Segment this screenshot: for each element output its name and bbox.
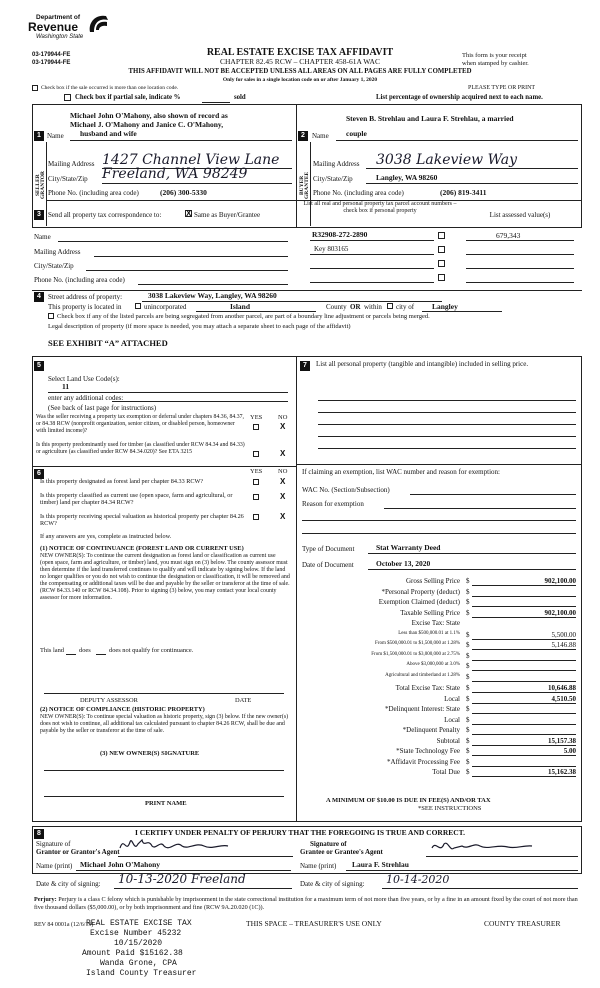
sec5-q2-yes-checkbox[interactable] <box>253 451 259 457</box>
section-7-number: 7 <box>300 361 310 371</box>
city-of-label: city of <box>396 303 415 311</box>
street-label: Street address of property: <box>48 293 123 301</box>
grantor-date[interactable]: 10-13-2020 Freeland <box>118 872 246 886</box>
buyer-name-label: Name <box>312 132 329 140</box>
tax-row-3-value[interactable]: 902,100.00 <box>544 608 576 617</box>
tax-row-3-line <box>472 617 576 618</box>
sec6-if-yes: If any answers are yes, complete as instructed below. <box>40 533 172 540</box>
assessed-1[interactable]: 679,343 <box>496 231 521 240</box>
tax-total-1-value[interactable]: 4,510.50 <box>551 694 576 703</box>
tax-total-3-dollar: $ <box>466 715 470 724</box>
tax-total-1-dollar: $ <box>466 694 470 703</box>
section-2-number: 2 <box>298 131 308 141</box>
receipt-note-1: This form is your receipt <box>462 52 527 59</box>
tax-total-3-label: Local <box>444 715 460 724</box>
tax-total-4-dollar: $ <box>466 726 470 734</box>
seller-phone-value[interactable]: (206) 300-5330 <box>160 188 207 197</box>
form-code-2: 03-179944-FE <box>32 60 71 66</box>
exhibit-line: SEE EXHIBIT “A” ATTACHED <box>48 338 168 348</box>
dept-line3: Washington State <box>36 34 84 40</box>
seller-name-line1: Michael John O'Mahony, also shown of record as <box>70 111 228 120</box>
this-land-label: This land <box>40 647 64 654</box>
grantor-name-label: Name (print) <box>36 862 73 870</box>
doc-date-label: Date of Document <box>302 561 354 569</box>
buyer-city-label: City/State/Zip <box>313 175 353 183</box>
doc-type-label: Type of Document <box>302 545 355 553</box>
grantee-name[interactable]: Laura F. Strehlau <box>352 860 409 869</box>
assessor-date-label: DATE <box>235 697 252 704</box>
certify-line: I CERTIFY UNDER PENALTY OF PERJURY THAT THE FOREGOING IS TRUE AND CORRECT. <box>134 828 465 837</box>
receipt-note-2: when stamped by cashier. <box>462 60 529 67</box>
sec6-q1-yes-checkbox[interactable] <box>253 479 259 485</box>
tax-row-4-label: Excise Tax: State <box>411 619 460 627</box>
seller-name-line2: Michael J. O'Mahony and Janice C. O'Mahony, <box>70 120 224 129</box>
buyer-mailing-label: Mailing Address <box>313 160 360 168</box>
city-value[interactable]: Langley <box>432 302 458 311</box>
buyer-city-value[interactable]: Langley, WA 98260 <box>376 173 438 182</box>
stamp-line5: Wanda Grone, CPA <box>100 959 177 968</box>
see-instructions: *SEE INSTRUCTIONS <box>418 805 482 812</box>
tax-row-3-dollar: $ <box>466 608 470 617</box>
tax-total-3-line <box>472 724 576 725</box>
seller-mailing-value[interactable]: 1427 Channel View Lane <box>102 152 280 168</box>
sec5-q2-answer[interactable]: X <box>280 449 286 458</box>
segregated-note: Check box if any of the listed parcels are being segregated from another parcel, are part of a boundary line adjustment or parcels being merged. <box>57 313 430 320</box>
sec5-q2: Is this property predominantly used for timber (as classified under RCW 84.34 and 84.33) or agriculture (as classified under RCW 84.34.020)? See ETA 3215 <box>36 442 245 455</box>
grantor-date-label: Date & city of signing: <box>36 880 101 888</box>
tax-bracket-3-line <box>472 670 576 671</box>
assessed-header: List assessed value(s) <box>489 211 551 219</box>
notice1-title: (1) NOTICE OF CONTINUANCE (FOREST LAND OR CURRENT USE) <box>40 545 244 552</box>
partial-sale-label: Check box if partial sale, indicate % <box>75 94 181 101</box>
tax-total-7-line <box>472 766 576 767</box>
tax-row-2-label: Exemption Claimed (deduct) <box>378 598 460 606</box>
buyer-mailing-value[interactable]: 3038 Lakeview Way <box>376 152 518 168</box>
grantee-side-label: GRANTEE <box>304 171 310 199</box>
form-code-1: 03-179944-FE <box>32 52 71 58</box>
tax-total-0-label: Total Excise Tax: State <box>395 684 460 692</box>
location-check-label: Check box if the sale occurred is more than one location code. <box>41 85 179 91</box>
seller-mailing-label: Mailing Address <box>48 160 95 168</box>
sec6-q2: Is this property classified as current use (open space, farm and agricultural, or timber) land per chapter 84.34 RCW? <box>40 492 233 507</box>
doc-type-value[interactable]: Stat Warranty Deed <box>376 543 441 552</box>
grantee-name-label: Name (print) <box>300 862 337 870</box>
buyer-phone-value[interactable]: (206) 819-3411 <box>440 188 487 197</box>
sec6-q1-answer[interactable]: X <box>280 477 286 486</box>
sec6-q3-answer[interactable]: X <box>280 512 286 521</box>
tax-total-4-line <box>472 734 576 735</box>
grantor-name[interactable]: Michael John O'Mahony <box>80 860 161 869</box>
tax-bracket-2-label: From $1,500,000.01 to $3,000,000 at 2.75% <box>371 651 460 657</box>
send-correspondence-label: Send all property tax correspondence to: <box>48 211 162 219</box>
or-label: OR <box>350 303 361 311</box>
does-label: does <box>79 647 91 654</box>
tax-total-1-label: Local <box>444 694 460 703</box>
tax-bracket-4-label: Agricultural and timberland at 1.28% <box>385 672 460 678</box>
buyer-name-line1: Steven B. Strehlau and Laura F. Strehlau, a married <box>346 114 514 123</box>
sec6-q2-answer[interactable]: X <box>280 492 286 501</box>
street-value[interactable]: 3038 Lakeview Way, Langley, WA 98260 <box>148 291 277 300</box>
tax-total-0-dollar: $ <box>466 684 470 692</box>
tax-total-8-label: Total Due <box>432 768 460 776</box>
tax-row-0-value[interactable]: 902,100.00 <box>544 577 576 585</box>
seller-phone-label: Phone No. (including area code) <box>48 189 139 197</box>
see-back-label: (See back of last page for instructions) <box>48 404 157 412</box>
form-title: REAL ESTATE EXCISE TAX AFFIDAVIT <box>206 47 394 58</box>
seller-side-label: SELLER <box>35 174 41 196</box>
within-label: within <box>364 303 382 311</box>
tax-total-1-line <box>472 703 576 704</box>
sec6-no-header: NO <box>278 468 288 475</box>
tax-total-6-line <box>472 755 576 756</box>
sec5-q1-yes-checkbox[interactable] <box>253 424 259 430</box>
grantee-sig-label1: Signature of <box>310 840 347 848</box>
perjury-label: Perjury: <box>34 896 57 903</box>
sec6-yes-header: YES <box>250 468 263 475</box>
sec6-q3: Is this property receiving special valuation as historical property per chapter 84.26 RCW? <box>40 513 244 528</box>
perjury-text: Perjury is a class C felony which is punishable by imprisonment in the state correctional institution for a maximum term of not more than five years, or by a fine in an amount fixed by the court of not more than five thousand dollars ($5,000.00), or by both imprisonment and fine (RCW 9A.20.020 (1C)). <box>34 896 578 911</box>
perjury-note <box>34 896 580 912</box>
land-use-value[interactable]: 11 <box>62 382 70 391</box>
sec3-city-label: City/State/Zip <box>34 262 74 270</box>
legal-desc-label: Legal description of property (if more space is needed, you may attach a separate sheet to each page of the affidavit) <box>48 323 351 330</box>
tax-bracket-0-dollar: $ <box>466 630 470 639</box>
tax-total-8-dollar: $ <box>466 768 470 776</box>
county-label: County <box>326 303 347 311</box>
ownership-note: List percentage of ownership acquired next to each name. <box>376 94 543 101</box>
sec3-phone-label: Phone No. (including area code) <box>34 276 125 284</box>
sec5-yes-header: YES <box>250 414 263 421</box>
seller-name-line3[interactable]: husband and wife <box>80 129 137 138</box>
dept-line2: Revenue <box>28 20 79 34</box>
seller-city-label: City/State/Zip <box>48 175 88 183</box>
new-owner-sig-label: (3) NEW OWNER(S) SIGNATURE <box>100 750 200 757</box>
sec6-q2-yes-checkbox[interactable] <box>253 494 259 500</box>
tax-row-1-label: *Personal Property (deduct) <box>381 587 460 596</box>
county-value[interactable]: Island <box>230 302 251 311</box>
seller-name-label: Name <box>47 132 64 140</box>
tax-bracket-0-value[interactable]: 5,500.00 <box>551 630 576 639</box>
land-use-label: Select Land Use Code(s): <box>48 375 120 383</box>
stamp-line3: 10/15/2020 <box>114 939 163 948</box>
parcel-header: List all real and personal property tax parcel account numbers – check box if personal property <box>303 201 457 214</box>
treasurer-use-label: THIS SPACE – TREASURER'S USE ONLY <box>246 919 382 928</box>
tax-total-5-label: Subtotal <box>436 736 460 745</box>
form-chapter: CHAPTER 82.45 RCW – CHAPTER 458-61A WAC <box>220 57 380 66</box>
location-checkbox[interactable] <box>32 85 38 91</box>
tax-bracket-0-line <box>472 639 576 640</box>
grantee-date[interactable]: 10-14-2020 <box>386 873 450 886</box>
tax-bracket-1-line <box>472 649 576 650</box>
buyer-side-label: BUYER <box>299 175 305 195</box>
grantor-sig-label1: Signature of <box>36 840 71 848</box>
sec3-mailing-label: Mailing Address <box>34 248 81 256</box>
reason-label: Reason for exemption <box>302 500 364 508</box>
dept-line1: Department of <box>36 14 81 21</box>
tax-total-0-value[interactable]: 10,646.88 <box>548 684 576 692</box>
parcel-4-personal-checkbox[interactable] <box>438 274 445 281</box>
tax-bracket-2-line <box>472 660 576 661</box>
tax-total-7-dollar: $ <box>466 757 470 766</box>
warning-line: THIS AFFIDAVIT WILL NOT BE ACCEPTED UNLESS ALL AREAS ON ALL PAGES ARE FULLY COMPLETED <box>128 68 472 75</box>
tax-total-5-line <box>472 745 576 746</box>
doc-date-value[interactable]: October 13, 2020 <box>376 559 431 568</box>
sec5-q1-answer[interactable]: X <box>280 422 286 431</box>
parcel-1-personal-checkbox[interactable] <box>438 232 445 239</box>
tax-total-6-label: *State Technology Fee <box>396 747 460 755</box>
tax-total-4-label: *Delinquent Penalty <box>402 726 460 734</box>
grantee-date-label: Date & city of signing: <box>300 880 365 888</box>
same-as-buyer-checkbox[interactable]: X <box>186 209 192 218</box>
stamp-line1: REAL ESTATE EXCISE TAX <box>86 919 192 928</box>
city-of-checkbox[interactable] <box>387 303 393 309</box>
unincorporated-checkbox[interactable] <box>135 303 141 309</box>
tax-bracket-3-dollar: $ <box>466 662 470 670</box>
tax-row-0-line <box>472 585 576 586</box>
tax-row-3-label: Taxable Selling Price <box>400 608 460 617</box>
tax-total-2-line <box>472 713 576 714</box>
section-5-number: 5 <box>34 361 44 371</box>
seller-city-value[interactable]: Freeland, WA 98249 <box>102 166 248 182</box>
notice1-text: NEW OWNER(S): To continue the current designation as forest land or classification as current use (open space, farm and agriculture, or timber) land, you must sign on (3) below. The county assessor must then determine if the land transferred continues to qualify and will indicate by signing below. If the land no longer qualifies or you do not wish to continue the designation or classification, it will be removed and the compensating or additional taxes will be due and payable by the seller or transferor at the time of sale. (RCW 84.33.140 or RCW 84.34.108). Prior to signing (3) below, you may contact your local county assessor for more information. <box>40 553 290 602</box>
tax-total-2-dollar: $ <box>466 705 470 713</box>
same-as-buyer-label: Same as Buyer/Grantee <box>194 211 261 219</box>
buyer-name-line2[interactable]: couple <box>346 129 367 138</box>
print-name-label: PRINT NAME <box>145 800 187 807</box>
section-3-number: 3 <box>34 210 44 220</box>
sales-note: Only for sales in a single location code on or after January 1, 2020 <box>222 77 378 83</box>
tax-row-1-dollar: $ <box>466 587 470 596</box>
stamp-line6: Island County Treasurer <box>86 969 197 978</box>
sec3-name-label: Name <box>34 233 51 241</box>
parcel-1[interactable]: R32908-272-2890 <box>312 230 368 239</box>
tax-total-8-value[interactable]: 15,162.38 <box>548 768 576 776</box>
tax-total-7-label: *Affidavit Processing Fee <box>387 757 460 766</box>
tax-total-5-dollar: $ <box>466 736 470 745</box>
stamp-line2: Excise Number 45232 <box>90 929 182 938</box>
tax-row-0-dollar: $ <box>466 577 470 585</box>
grantee-sig-label2: Grantee or Grantee's Agent <box>300 848 383 856</box>
tax-bracket-2-dollar: $ <box>466 651 470 660</box>
buyer-phone-label: Phone No. (including area code) <box>313 189 404 197</box>
tax-bracket-4-dollar: $ <box>466 672 470 681</box>
notice2-text: NEW OWNER(S): To continue special valuation as historic property, sign (3) below. If the new owner(s) does not wish to continue, all additional tax calculated pursuant to chapter 84.26 RCW, shall be due and payable by the seller or transferor at the time of sale. <box>40 714 289 735</box>
county-treasurer-label: COUNTY TREASURER <box>484 919 561 928</box>
tax-total-6-value[interactable]: 5.00 <box>563 747 576 755</box>
tax-bracket-1-label: From $500,000.01 to $1,500,000 at 1.28% <box>375 641 460 646</box>
stamp-line4: Amount Paid $15162.38 <box>82 949 183 958</box>
sec5-no-header: NO <box>278 414 288 421</box>
parcel-2-personal-checkbox[interactable] <box>438 246 445 253</box>
grantee-signature[interactable] <box>428 836 538 856</box>
section-6-number: 6 <box>34 469 44 479</box>
tax-row-2-dollar: $ <box>466 598 470 606</box>
section-1-number: 1 <box>34 131 44 141</box>
exemption-claim-label: If claiming an exemption, list WAC number and reason for exemption: <box>302 468 500 476</box>
additional-codes-label: enter any additional codes: <box>48 394 124 402</box>
print-note: PLEASE TYPE OR PRINT <box>468 85 536 91</box>
rev-code: REV 84 0001a (12/6/19) <box>34 922 94 928</box>
grantor-signature[interactable] <box>116 834 236 856</box>
tax-row-0-label: Gross Selling Price <box>405 577 460 585</box>
sec6-q1: Is this property designated as forest land per chapter 84.33 RCW? <box>40 478 204 485</box>
section-4-number: 4 <box>34 292 44 302</box>
parcel-2[interactable]: Key 803165 <box>314 245 349 253</box>
tax-bracket-3-label: Above $3,000,000 at 3.0% <box>406 662 460 667</box>
segregated-checkbox[interactable] <box>48 313 54 319</box>
tax-bracket-1-dollar: $ <box>466 641 470 649</box>
unincorporated-label: unincorporated <box>144 303 187 311</box>
tax-total-0-line <box>472 692 576 693</box>
wac-label: WAC No. (Section/Subsection) <box>302 486 390 494</box>
tax-bracket-1-value[interactable]: 5,146.88 <box>551 641 576 649</box>
deputy-assessor-label: DEPUTY ASSESSOR <box>80 697 138 704</box>
minimum-note: A MINIMUM OF $10.00 IS DUE IN FEE(S) AND/OR TAX <box>326 797 491 804</box>
tax-bracket-4-line <box>472 681 576 682</box>
tax-total-6-dollar: $ <box>466 747 470 755</box>
sec5-q1: Was the seller receiving a property tax exemption or deferral under chapters 84.36, 84.37, or 84.38 RCW (nonprofit organization, senior citizen, or disabled person, homeowner with limited income)? <box>36 414 244 434</box>
partial-sold-label: sold <box>234 94 246 101</box>
sec6-q3-yes-checkbox[interactable] <box>253 514 259 520</box>
parcel-3-personal-checkbox[interactable] <box>438 260 445 267</box>
grantor-side-label: GRANTOR <box>40 171 46 200</box>
tax-bracket-0-label: Less than $500,000.01 at 1.1% <box>398 630 460 636</box>
section-8-number: 8 <box>34 829 44 839</box>
partial-sale-checkbox[interactable] <box>64 94 71 101</box>
does-not-label: does not qualify for continuance. <box>109 647 194 654</box>
notice2-title: (2) NOTICE OF COMPLIANCE (HISTORIC PROPERTY) <box>40 706 205 713</box>
grantor-sig-label2: Grantor or Grantor's Agent <box>36 848 120 856</box>
tax-total-8-line <box>472 776 576 777</box>
tax-row-2-line <box>472 606 576 607</box>
personal-property-label: List all personal property (tangible and intangible) included in selling price. <box>316 360 529 368</box>
tax-total-5-value[interactable]: 15,157.38 <box>548 736 576 745</box>
tax-total-2-label: *Delinquent Interest: State <box>384 705 460 713</box>
dor-logo-icon <box>86 12 110 34</box>
tax-row-1-line <box>472 596 576 597</box>
located-label: This property is located in <box>48 303 122 311</box>
